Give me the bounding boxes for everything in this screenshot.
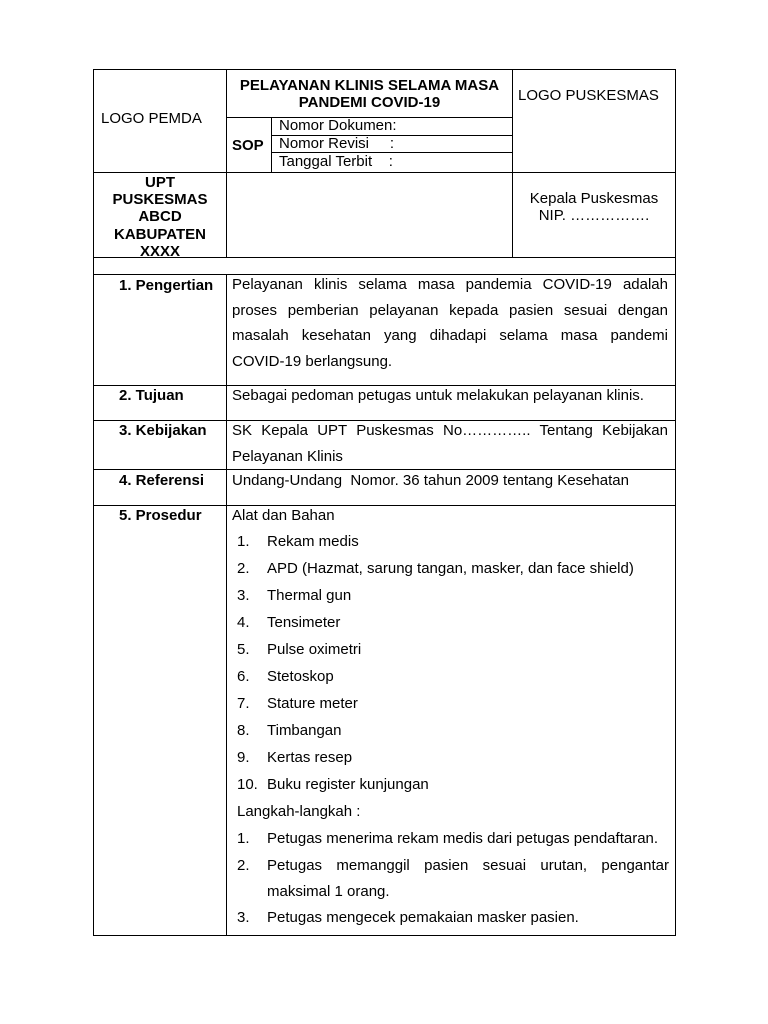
organization-line: UPT — [145, 174, 175, 191]
sop-label: SOP — [232, 137, 264, 154]
list-text: Timbangan — [267, 722, 342, 739]
divider — [93, 172, 676, 173]
kebijakan-text: SK Kepala UPT Puskesmas No………….. Tentang Kebijakan Pelayanan Klinis — [232, 422, 668, 465]
kepala-nip: NIP. ……………. — [538, 207, 650, 224]
section-label-prosedur: 5. Prosedur — [119, 507, 202, 524]
organization-line: KABUPATEN — [114, 225, 206, 243]
divider — [512, 69, 513, 258]
list-number: 9. — [237, 749, 250, 766]
nomor-revisi-field: Nomor Revisi : — [279, 135, 395, 152]
list-text: Kertas resep — [267, 749, 353, 766]
divider — [93, 505, 676, 506]
organization-line: ABCD — [138, 208, 182, 226]
document-title-line: PELAYANAN KLINIS SELAMA MASA — [239, 77, 500, 94]
alat-bahan-heading: Alat dan Bahan — [232, 507, 335, 524]
list-number: 10. — [237, 776, 258, 793]
list-number: 3. — [237, 909, 250, 926]
list-text: APD (Hazmat, sarung tangan, masker, dan face shield) — [267, 560, 634, 577]
table-border-top — [93, 69, 676, 70]
logo-pemda: LOGO PEMDA — [101, 110, 202, 127]
list-number: 3. — [237, 587, 250, 604]
divider — [271, 117, 272, 173]
list-text: Pulse oximetri — [267, 641, 362, 658]
list-number: 2. — [237, 560, 250, 577]
document-title — [227, 77, 512, 111]
list-number: 5. — [237, 641, 250, 658]
langkah-heading: Langkah-langkah : — [237, 803, 361, 820]
list-text: Rekam medis — [267, 533, 359, 550]
divider — [226, 274, 227, 936]
nomor-dokumen-field: Nomor Dokumen: — [279, 117, 397, 134]
logo-puskesmas: LOGO PUSKESMAS — [518, 87, 659, 104]
signature-block — [513, 190, 675, 224]
list-text: Stetoskop — [267, 668, 334, 685]
list-text: Stature meter — [267, 695, 358, 712]
list-number: 4. — [237, 614, 250, 631]
organization-name — [94, 174, 226, 260]
list-number: 7. — [237, 695, 250, 712]
list-text: Petugas menerima rekam medis dari petugas pendaftaran. — [267, 830, 659, 847]
list-text: Thermal gun — [267, 587, 352, 604]
document-title-line: PANDEMI COVID-19 — [298, 94, 441, 111]
organization-line: XXXX — [139, 242, 181, 260]
section-label-pengertian: 1. Pengertian — [119, 277, 214, 294]
list-number: 1. — [237, 830, 250, 847]
pengertian-text: Pelayanan klinis selama masa pandemia COVID-19 adalah proses pemberian pelayanan kepada pasien sesuai dengan masalah kesehatan yang dihadapi selama masa pandemi COVID-19 berlangsung. — [232, 276, 668, 370]
list-text: Petugas memanggil pasien sesuai urutan, pengantar maksimal 1 orang. — [267, 857, 669, 900]
section-label-kebijakan: 3. Kebijakan — [119, 422, 207, 439]
organization-line: PUSKESMAS — [112, 191, 208, 209]
tujuan-text: Sebagai pedoman petugas untuk melakukan pelayanan klinis. — [232, 387, 644, 404]
divider — [93, 385, 676, 386]
list-text: Buku register kunjungan — [267, 776, 429, 793]
referensi-text: Undang-Undang Nomor. 36 tahun 2009 tentang Kesehatan — [232, 472, 629, 489]
list-number: 1. — [237, 533, 250, 550]
table-border-right — [675, 69, 676, 936]
list-number: 6. — [237, 668, 250, 685]
list-text: Tensimeter — [267, 614, 341, 631]
kepala-title: Kepala Puskesmas — [529, 190, 659, 207]
section-label-referensi: 4. Referensi — [119, 472, 205, 489]
list-number: 2. — [237, 857, 250, 874]
section-label-tujuan: 2. Tujuan — [119, 387, 184, 404]
tanggal-terbit-field: Tanggal Terbit : — [279, 153, 393, 170]
table-border-bottom — [93, 935, 676, 936]
divider — [93, 469, 676, 470]
list-number: 8. — [237, 722, 250, 739]
list-text: Petugas mengecek pemakaian masker pasien. — [267, 909, 579, 926]
